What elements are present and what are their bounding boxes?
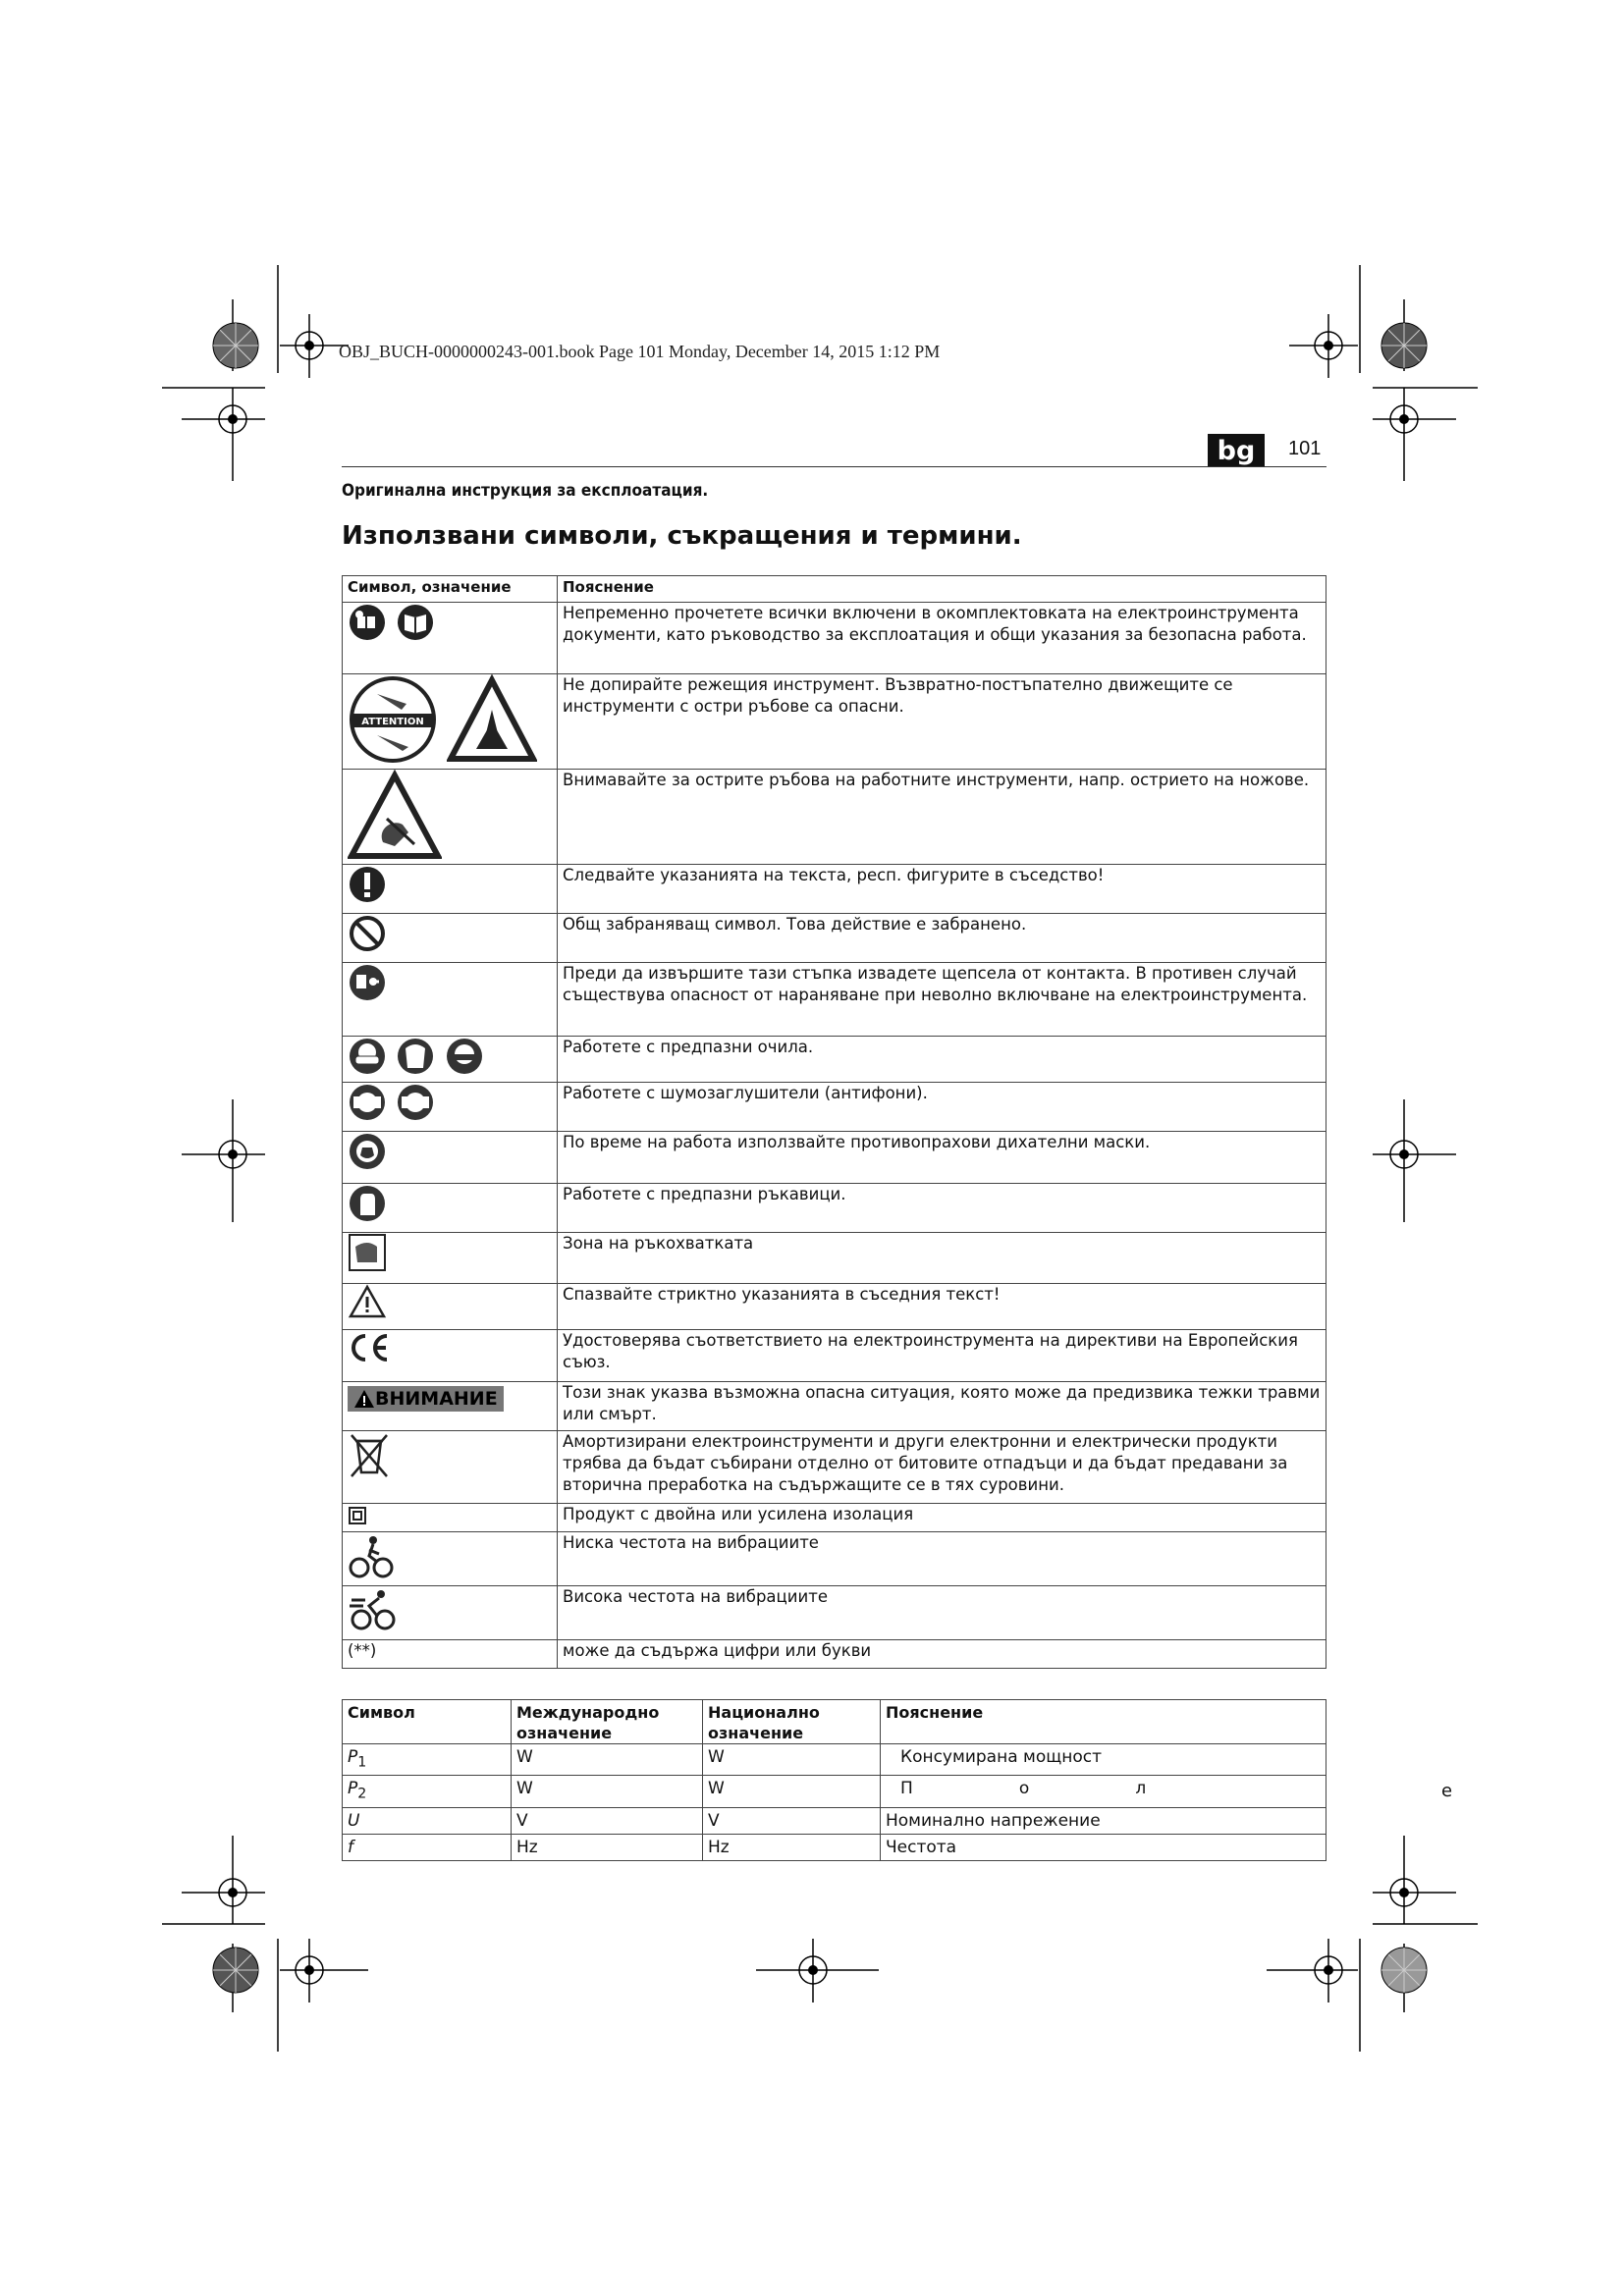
table-row bbox=[343, 1037, 1326, 1083]
table-row bbox=[343, 1504, 1326, 1532]
table-row bbox=[343, 1586, 1326, 1640]
warning-triangle-small-icon bbox=[353, 1389, 375, 1409]
language-badge: bg bbox=[1208, 434, 1265, 467]
cut-hazard-triangle-icon bbox=[447, 674, 537, 765]
explanation-cell: Продукт с двойна или усилена изолация bbox=[558, 1504, 1326, 1532]
explanation-cell: Внимавайте за острите ръбова на работните инструменти, напр. острието на ножове. bbox=[558, 770, 1326, 865]
explanation-cell: Ниска честота на вибрациите bbox=[558, 1532, 1326, 1586]
intl-cell: Hz bbox=[512, 1834, 703, 1860]
symbol-cell: f bbox=[343, 1834, 512, 1860]
manual-book-icon bbox=[396, 603, 435, 642]
symbol-cell bbox=[343, 1083, 558, 1132]
symbol-cell bbox=[343, 963, 558, 1037]
low-vibration-cyclist-icon bbox=[348, 1532, 395, 1579]
symbol-cell bbox=[343, 770, 558, 865]
table-row bbox=[343, 1431, 1326, 1504]
table-row bbox=[343, 1083, 1326, 1132]
table-row bbox=[343, 865, 1326, 914]
table-row bbox=[343, 1776, 1326, 1807]
prohibition-icon bbox=[348, 914, 387, 953]
symbol-cell bbox=[343, 1504, 558, 1532]
column-header-symbol: Символ bbox=[343, 1700, 512, 1744]
explanation-cell: Преди да извършите тази стъпка извадете щепсела от контакта. В противен случай съществува опасност от нараняване при неволно включване на електроинструмента. bbox=[558, 963, 1326, 1037]
explanation-cell: Работете с предпазни ръкавици. bbox=[558, 1184, 1326, 1233]
table-row bbox=[343, 1640, 1326, 1669]
symbol-cell bbox=[343, 1382, 558, 1431]
table-row bbox=[343, 1132, 1326, 1184]
intl-cell: W bbox=[512, 1776, 703, 1807]
svg-text:ATTENTION: ATTENTION bbox=[361, 717, 424, 727]
weee-bin-icon bbox=[348, 1431, 391, 1478]
symbol-cell: $P_1$ bbox=[343, 1744, 512, 1776]
symbol-cell bbox=[343, 603, 558, 674]
intl-cell: V bbox=[512, 1807, 703, 1834]
explanation-cell: Амортизирани електроинструменти и други електронни и електрически продукти трябва да бъдат събирани отделно от битовите отпадъци и да бъдат предавани за вторична преработка на съдържащите се в тях суровини. bbox=[558, 1431, 1326, 1504]
explanation-cell: Общ забраняващ символ. Това действие е забранено. bbox=[558, 914, 1326, 963]
explanation-cell: Този знак указва възможна опасна ситуация, която може да предизвика тежки травми или смърт. bbox=[558, 1382, 1326, 1431]
double-insulation-icon bbox=[348, 1506, 367, 1525]
attention-blade-icon bbox=[348, 674, 438, 765]
read-manual-icon bbox=[348, 603, 387, 642]
table-row bbox=[343, 1284, 1326, 1330]
table-row bbox=[343, 1532, 1326, 1586]
symbol-cell bbox=[343, 1586, 558, 1640]
safety-glasses-icon bbox=[445, 1037, 484, 1076]
mandatory-exclamation-icon bbox=[348, 865, 387, 904]
ear-protection-icon bbox=[348, 1083, 387, 1122]
symbols-table bbox=[342, 575, 1326, 1669]
table-row bbox=[343, 1807, 1326, 1834]
gloves-icon bbox=[348, 1184, 387, 1223]
symbol-cell bbox=[343, 914, 558, 963]
symbol-cell bbox=[343, 674, 558, 770]
grip-area-icon bbox=[348, 1233, 387, 1272]
explanation-cell: Спазвайте стриктно указанията в съседния текст! bbox=[558, 1284, 1326, 1330]
explanation-cell: Номинално напрежение bbox=[881, 1807, 1326, 1834]
explanation-cell: Следвайте указанията на текста, респ. фигурите в съседство! bbox=[558, 865, 1326, 914]
table-row bbox=[343, 914, 1326, 963]
warning-triangle-icon bbox=[348, 1284, 387, 1319]
national-cell: W bbox=[703, 1744, 881, 1776]
symbol-cell bbox=[343, 1132, 558, 1184]
column-header-national: Национално означение bbox=[703, 1700, 881, 1744]
symbol-cell bbox=[343, 1532, 558, 1586]
table-row bbox=[343, 1233, 1326, 1284]
explanation-cell: Работете с предпазни очила. bbox=[558, 1037, 1326, 1083]
document-subtitle: Оригинална инструкция за експлоатация. bbox=[342, 481, 709, 501]
table-row bbox=[343, 770, 1326, 865]
print-header: OBJ_BUCH-0000000243-001.book Page 101 Monday, December 14, 2015 1:12 PM bbox=[339, 342, 941, 361]
explanation-cell: По време на работа използвайте противопрахови дихателни маски. bbox=[558, 1132, 1326, 1184]
table-header-row bbox=[343, 1700, 1326, 1744]
explanation-cell: Честота bbox=[881, 1834, 1326, 1860]
header-rule bbox=[342, 466, 1326, 467]
explanation-cell: може да съдържа цифри или букви bbox=[558, 1640, 1326, 1669]
symbol-cell: (**) bbox=[343, 1640, 558, 1669]
intl-cell: W bbox=[512, 1744, 703, 1776]
explanation-cell: Консумирана мощност bbox=[881, 1744, 1326, 1776]
column-header-intl: Международно означение bbox=[512, 1700, 703, 1744]
explanation-cell: П о л bbox=[881, 1776, 1326, 1807]
symbol-cell: $P_2$ bbox=[343, 1776, 512, 1807]
explanation-cell: Непременно прочетете всички включени в окомплектовката на електроинструмента документи, като ръководство за експлоатация и общи указания за безопасна работа. bbox=[558, 603, 1326, 674]
national-cell: Hz bbox=[703, 1834, 881, 1860]
explanation-cell: Удостоверява съответствието на електроинструмента на директиви на Европейския съюз. bbox=[558, 1330, 1326, 1382]
unplug-icon bbox=[348, 963, 387, 1002]
table-row bbox=[343, 674, 1326, 770]
symbol-cell bbox=[343, 1037, 558, 1083]
symbol-cell bbox=[343, 1431, 558, 1504]
explanation-cell: Не допирайте режещия инструмент. Възвратно-постъпателно движещите се инструменти с остри ръбове са опасни. bbox=[558, 674, 1326, 770]
explanation-cell: Зона на ръкохватката bbox=[558, 1233, 1326, 1284]
goggles-icon bbox=[348, 1037, 387, 1076]
sharp-edge-warning-icon bbox=[348, 770, 442, 860]
table-row bbox=[343, 963, 1326, 1037]
table-header-row bbox=[343, 576, 1326, 603]
warning-badge-label: ВНИМАНИЕ bbox=[375, 1388, 498, 1410]
table-row bbox=[343, 1184, 1326, 1233]
symbol-cell bbox=[343, 865, 558, 914]
symbol-cell bbox=[343, 1233, 558, 1284]
symbol-cell bbox=[343, 1184, 558, 1233]
symbol-cell bbox=[343, 1330, 558, 1382]
national-cell: W bbox=[703, 1776, 881, 1807]
table-row bbox=[343, 603, 1326, 674]
explanation-cell: Висока честота на вибрациите bbox=[558, 1586, 1326, 1640]
national-cell: V bbox=[703, 1807, 881, 1834]
table-row bbox=[343, 1744, 1326, 1776]
column-header-explanation: Пояснение bbox=[881, 1700, 1326, 1744]
explanation-cell: Работете с шумозаглушители (антифони). bbox=[558, 1083, 1326, 1132]
page-title: Използвани символи, съкращения и термини. bbox=[342, 521, 1022, 551]
column-header-explanation: Пояснение bbox=[558, 576, 1326, 603]
symbol-cell bbox=[343, 1284, 558, 1330]
stray-letter: е bbox=[1441, 1781, 1453, 1801]
table-row bbox=[343, 1330, 1326, 1382]
table-row bbox=[343, 1834, 1326, 1860]
table-row bbox=[343, 1382, 1326, 1431]
dust-mask-icon bbox=[348, 1132, 387, 1171]
high-vibration-cyclist-icon bbox=[348, 1586, 399, 1631]
page-number: 101 bbox=[1288, 438, 1322, 459]
symbol-cell: U bbox=[343, 1807, 512, 1834]
ce-mark-icon bbox=[348, 1330, 391, 1365]
face-shield-icon bbox=[396, 1037, 435, 1076]
column-header-symbol: Символ, означение bbox=[343, 576, 558, 603]
warning-badge-icon bbox=[348, 1386, 504, 1412]
units-table bbox=[342, 1699, 1326, 1861]
earmuffs-icon bbox=[396, 1083, 435, 1122]
